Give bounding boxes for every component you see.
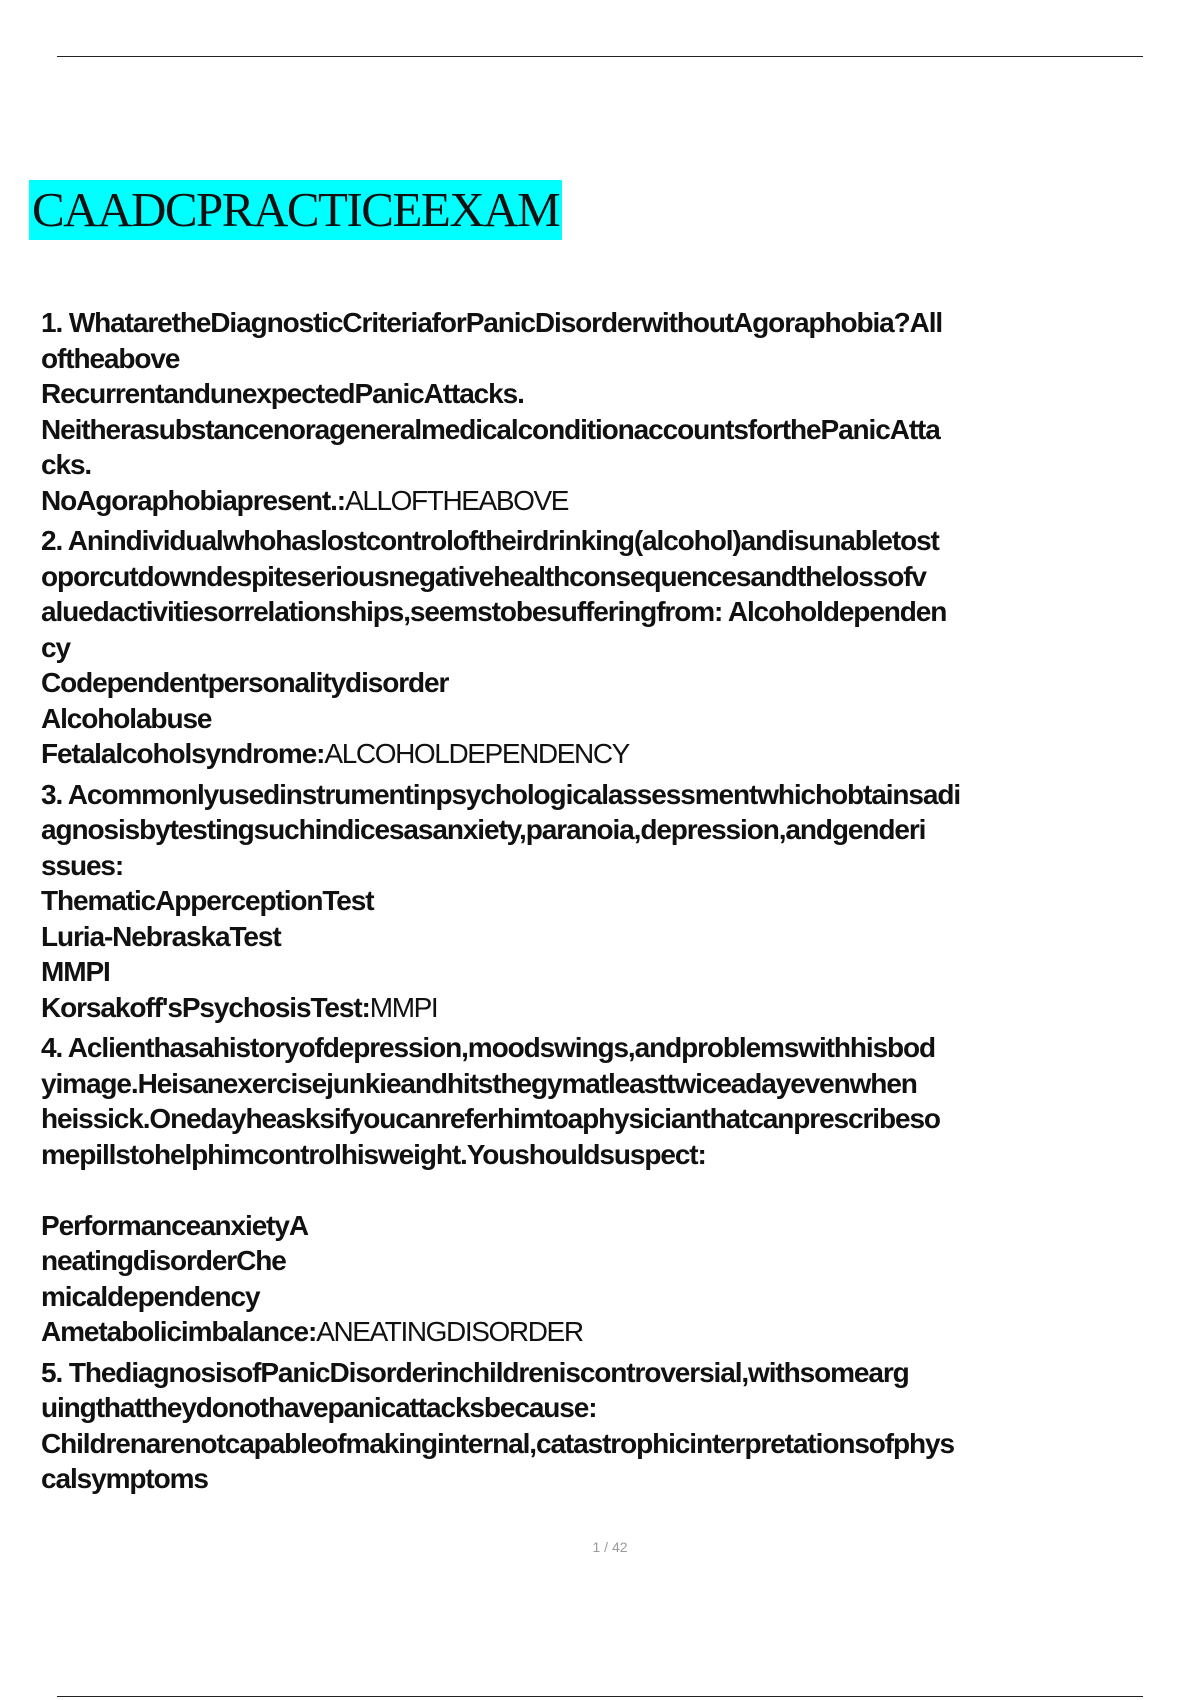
question-3	[41, 777, 1200, 1026]
question-line: aluedactivitiesorrelationships,seemstobesufferingfrom: Alcoholdependen	[41, 596, 947, 627]
option-answer-line	[41, 1314, 1200, 1350]
question-list	[41, 305, 1200, 1502]
bottom-rule	[57, 1696, 1143, 1697]
option-line: Alcoholabuse	[41, 702, 212, 734]
blank-line	[41, 1172, 1200, 1208]
question-line: 3. Acommonlyusedinstrumentinpsychologicalassessmentwhichobtainsadi	[41, 778, 961, 810]
option-answer-line	[41, 483, 1200, 519]
option-line: calsymptoms	[41, 1463, 208, 1494]
answer-text: ALCOHOLDEPENDENCY	[324, 738, 629, 769]
option-line: ThematicApperceptionTest	[41, 885, 374, 916]
question-line: oporcutdowndespiteseriousnegativehealthconsequencesandthelossofv	[41, 560, 926, 592]
option-line: Codependentpersonalitydisorder	[41, 667, 449, 698]
option-line: micaldependency	[41, 1280, 260, 1312]
option-line: neatingdisorderChe	[41, 1245, 286, 1276]
question-line: 2. Anindividualwhohaslostcontroloftheirdrinking(alcohol)andisunabletost	[41, 525, 939, 556]
option-line: cks.	[41, 449, 92, 480]
answer-text: ANEATINGDISORDER	[316, 1316, 583, 1347]
question-line: 4. Aclienthasahistoryofdepression,moodswings,andproblemswithhisbod	[41, 1032, 936, 1063]
option-line: Childrenarenotcapableofmakinginternal,catastrophicinterpretationsofphys	[41, 1427, 954, 1459]
option-line: PerformanceanxietyA	[41, 1209, 309, 1241]
document-title: CAADCPRACTICEEXAM	[29, 180, 562, 240]
option-text: Ametabolicimbalance:	[41, 1316, 317, 1347]
question-line: agnosisbytestingsuchindicesasanxiety,paranoia,depression,andgenderi	[41, 814, 926, 845]
option-answer-line	[41, 736, 1200, 772]
question-5	[41, 1355, 1200, 1497]
option-line: NeitherasubstancenorageneralmedicalconditionaccountsforthePanicAtta	[41, 413, 940, 445]
answer-text: MMPI	[369, 991, 438, 1023]
top-rule	[57, 56, 1143, 57]
question-line: 1. WhataretheDiagnosticCriteriaforPanicDisorderwithoutAgoraphobia?All	[41, 307, 943, 338]
question-1	[41, 305, 1200, 518]
option-text: Fetalalcoholsyndrome:	[41, 738, 325, 769]
question-line: mepillstohelphimcontrolhisweight.Youshouldsuspect:	[41, 1138, 706, 1170]
option-answer-line	[41, 990, 1200, 1026]
question-line: yimage.Heisanexercisejunkieandhitsthegymatleasttwiceadayevenwhen	[41, 1067, 917, 1099]
option-text: Korsakoff'sPsychosisTest:	[41, 991, 370, 1023]
question-line: uingthattheydonothavepanicattacksbecause:	[41, 1392, 597, 1423]
question-line: ssues:	[41, 849, 124, 881]
question-line: heissick.Onedayheasksifyoucanreferhimtoaphysicianthatcanprescribeso	[41, 1103, 940, 1134]
question-2	[41, 523, 1200, 772]
question-4	[41, 1030, 1200, 1350]
option-line: cy	[41, 631, 70, 663]
option-text: NoAgoraphobiapresent.:	[41, 484, 346, 516]
question-line: 5. ThediagnosisofPanicDisorderinchildreniscontroversial,withsomearg	[41, 1356, 909, 1388]
option-line: MMPI	[41, 956, 110, 987]
option-line: RecurrentandunexpectedPanicAttacks.	[41, 378, 524, 409]
answer-text: ALLOFTHEABOVE	[345, 484, 569, 516]
option-line: Luria-NebraskaTest	[41, 920, 281, 952]
page-number: 1 / 42	[592, 1539, 628, 1555]
question-line: oftheabove	[41, 342, 180, 374]
